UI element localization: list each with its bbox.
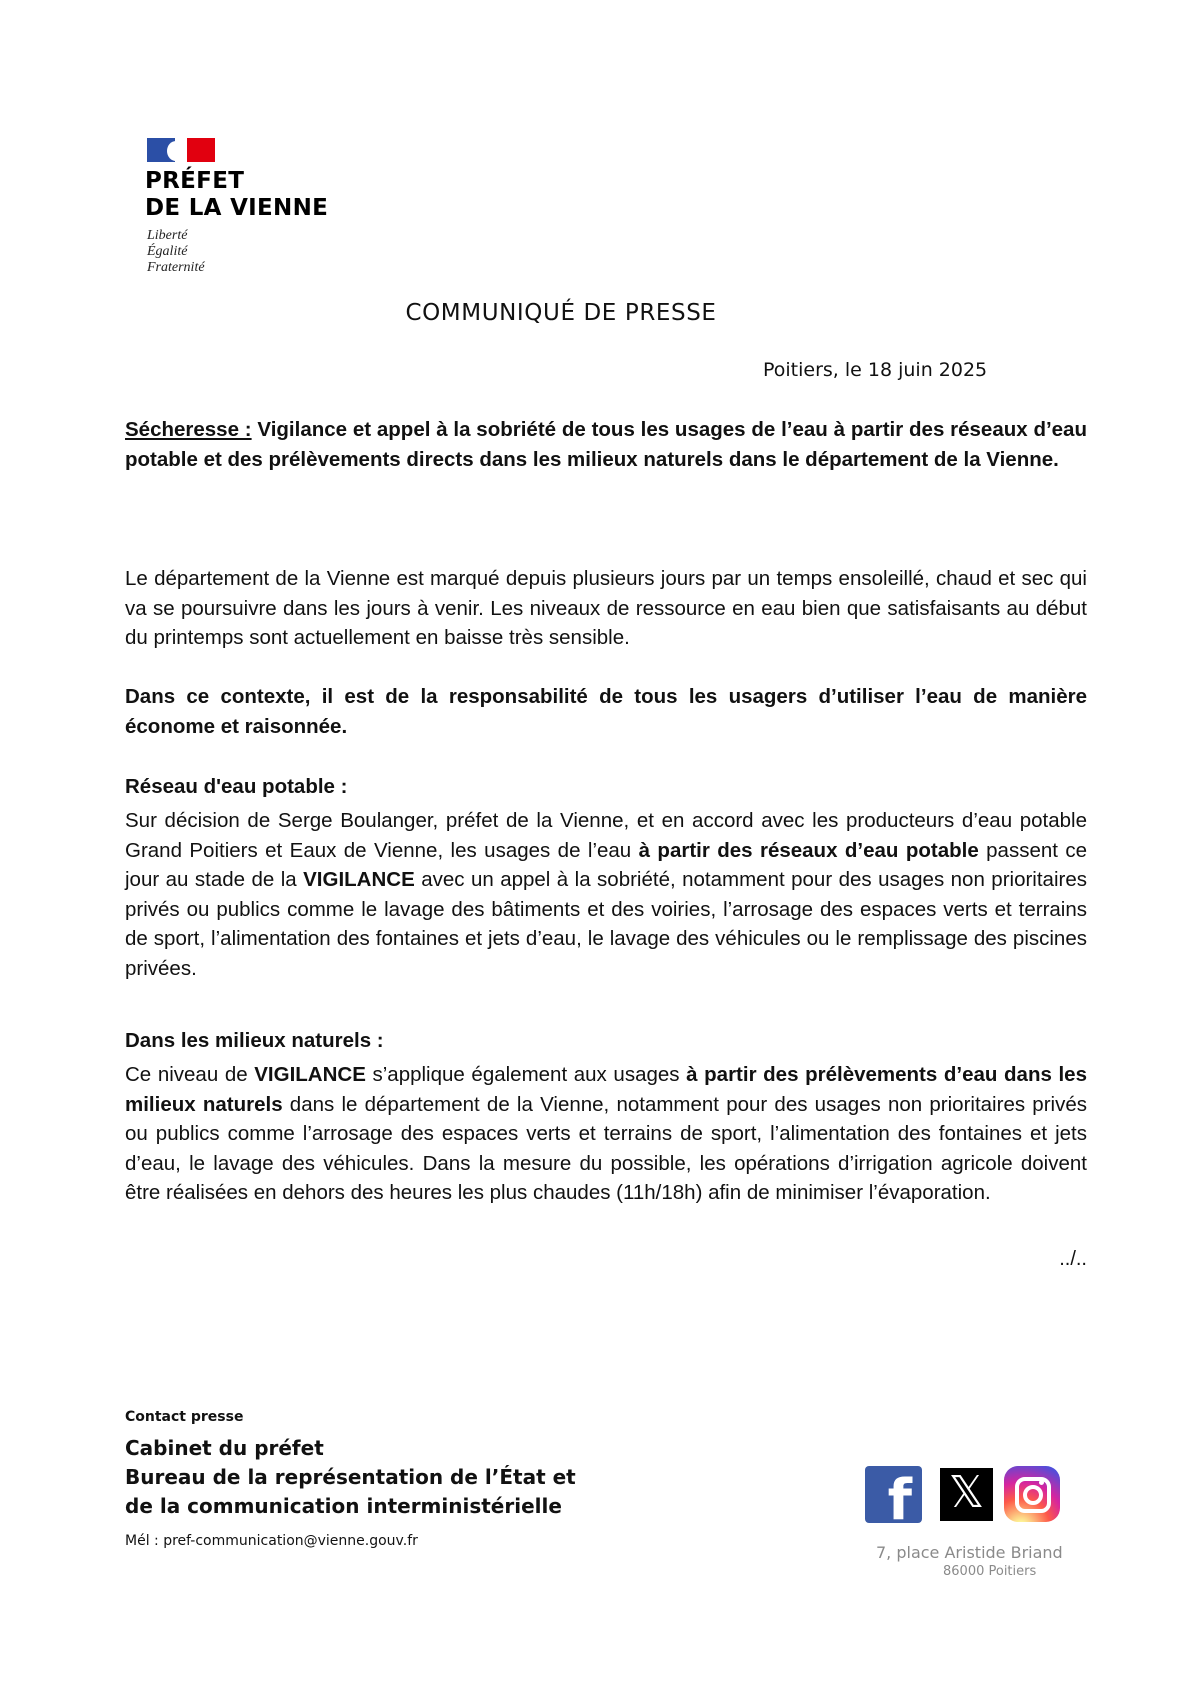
marianne-flag-icon [147, 138, 215, 162]
emphasis-run: à partir des prélèvements d’eau dans les milieux naturels [125, 1063, 1087, 1116]
contact-email[interactable]: Mél : pref-communication@vienne.gouv.fr [125, 1533, 418, 1549]
x-icon[interactable] [940, 1468, 993, 1521]
section-paragraph-drinking-water [125, 806, 1087, 984]
text-run: s’applique également aux usages [365, 1063, 687, 1086]
intro-paragraph: Le département de la Vienne est marqué depuis plusieurs jours par un temps ensoleillé, chaud et sec qui va se poursuivre dans les jours à venir. Les niveaux de ressource en eau bien que satisfaisants au début du printemps sont actuellement en baisse très sensible. [125, 567, 1087, 650]
headline-label: Sécheresse : [125, 418, 252, 441]
contact-organization [125, 1434, 576, 1521]
x-glyph: 𝕏 [948, 1467, 985, 1518]
vigilance-emphasis: VIGILANCE [254, 1063, 366, 1086]
motto-liberte: Liberté [147, 228, 188, 243]
page-title: COMMUNIQUÉ DE PRESSE [405, 300, 717, 326]
contact-label: Contact presse [125, 1409, 244, 1425]
instagram-icon[interactable] [1004, 1466, 1060, 1522]
headline [125, 415, 1087, 474]
text-run: passent ce jour au stade de la [125, 838, 1088, 892]
logo-line-2: DE LA VIENNE [145, 195, 329, 221]
section-heading-natural-environments: Dans les milieux naturels : [125, 1029, 384, 1052]
org-line: Bureau de la représentation de l’État et [125, 1465, 576, 1489]
text-run: avec un appel à la sobriété, notamment pour des usages non prioritaires privés ou publics comme le lavage des bâtiments et des voiries, l’arrosage des espaces verts et terrains de sport, l’alimentation des fontaines et jets d’eau, le lavage des véhicules ou le remplissage des piscines privées. [125, 868, 1087, 980]
address-street: 7, place Aristide Briand [876, 1543, 1063, 1562]
section-heading-drinking-water: Réseau d'eau potable : [125, 775, 348, 798]
address-city: 86000 Poitiers [943, 1564, 1037, 1579]
motto-egalite: Égalité [147, 244, 188, 259]
logo-line-1: PRÉFET [145, 168, 245, 194]
org-line: de la communication interministérielle [125, 1494, 562, 1518]
headline-text: Vigilance et appel à la sobriété de tous les usages de l’eau à partir des réseaux d’eau potable et des prélèvements directs dans les milieux naturels dans le département de la Vienne. [125, 418, 1087, 471]
context-paragraph: Dans ce contexte, il est de la responsabilité de tous les usagers d’utiliser l’eau de manière économe et raisonnée. [125, 685, 1087, 738]
org-line: Cabinet du préfet [125, 1436, 324, 1460]
text-run: Sur décision de Serge Boulanger, préfet de la Vienne, et en accord avec les producteurs d’eau potable Grand Poitiers et Eaux de Vienne, les usages de l’eau [125, 809, 1087, 862]
vigilance-emphasis: VIGILANCE [303, 868, 415, 892]
continuation-marker: ../.. [1059, 1248, 1087, 1270]
section-paragraph-natural-environments [125, 1060, 1087, 1208]
facebook-glyph: f [887, 1468, 912, 1533]
logo-title [145, 168, 328, 222]
emphasis-run: à partir des réseaux d’eau potable [638, 838, 979, 862]
motto-fraternite: Fraternité [147, 260, 205, 275]
text-run: Ce niveau de [125, 1063, 255, 1086]
press-date: Poitiers, le 18 juin 2025 [763, 359, 988, 381]
text-run: dans le département de la Vienne, notamment pour des usages non prioritaires privés ou publics comme l’arrosage des espaces verts et terrains de sport, l’alimentation des fontaines et jets d’eau, le lavage des véhicules. Dans la mesure du possible, les opérations d’irrigation agricole doivent être réalisées en dehors des heures les plus chaudes (11h/18h) afin de minimiser l’évaporation. [125, 1092, 1087, 1205]
facebook-icon[interactable] [865, 1466, 922, 1533]
logo-motto [147, 228, 205, 276]
